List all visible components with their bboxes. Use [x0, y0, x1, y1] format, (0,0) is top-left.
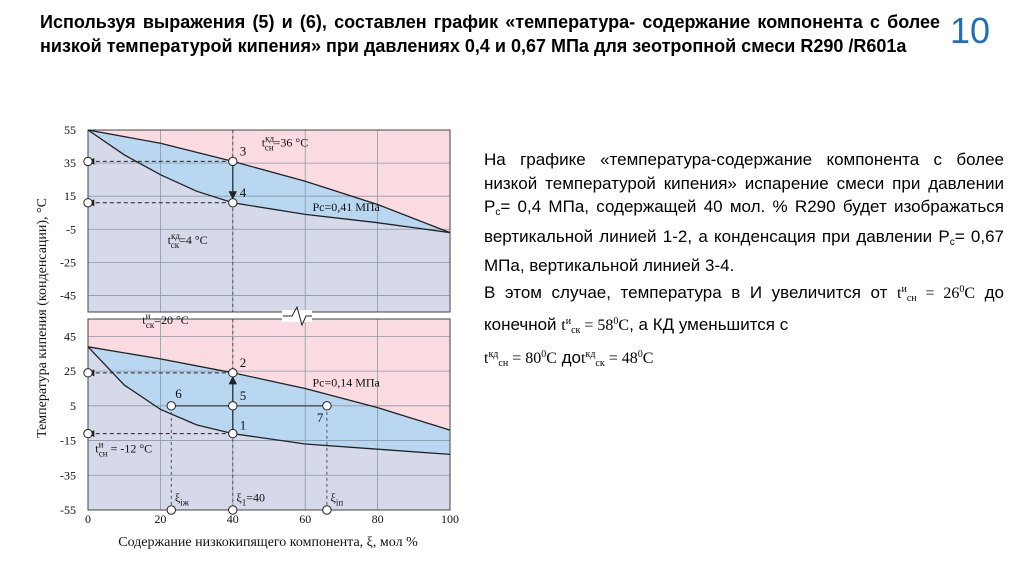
paragraph-1: На графике «температура-содержание компонента с более низкой температурой кипения» испарение смеси при давлении $P_c= 0,4$ МПа, содержащей 40 мол. % R290 будет изображаться вертикальной линией 1-2, а конденсация при давлении $P_c= 0,67$ МПа, вертикальной линией 3-4. — [484, 150, 1004, 275]
lower-state-point — [84, 369, 92, 377]
formula-t-sk-i: $t^и_{ск} = 58^0C$ — [561, 316, 630, 336]
formula-t-sn-kd: $t^{кд}_{сн} = 80^0C$ — [484, 348, 557, 369]
x-tick-label: 40 — [226, 512, 239, 526]
upper-y-tick-label: 15 — [64, 189, 76, 204]
upper-y-tick-label: -25 — [60, 255, 76, 270]
upper-y-tick-label: -5 — [66, 222, 76, 237]
upper-y-tick-label: 35 — [64, 156, 76, 171]
upper-state-point — [84, 157, 92, 165]
lower-state-point — [323, 402, 331, 410]
upper-temperature-annotation: $t^{кд}$ ск=4 °C — [167, 231, 208, 251]
x-tick-label: 0 — [85, 512, 91, 526]
lower-state-point — [323, 506, 331, 514]
lower-y-tick-label: -55 — [60, 503, 76, 517]
upper-point-label-3: 3 — [239, 143, 247, 159]
upper-y-tick-label: -45 — [60, 288, 76, 303]
formula-t-sk-kd: $t^{кд}_{ск} = 48^0C$ — [581, 348, 654, 369]
upper-state-point — [84, 199, 92, 207]
lower-temperature-annotation: $t^и$ сн = -12 °C — [95, 439, 153, 459]
lower-state-point — [229, 402, 237, 410]
lower-point-label-7: 7 — [316, 409, 324, 425]
x-tick-label: 20 — [154, 512, 167, 526]
lower-point-label-2: 2 — [239, 354, 247, 370]
x-axis-title: Содержание низкокипящего компонента, ξ, мол % — [118, 535, 418, 550]
lower-point-label-1: 1 — [239, 417, 247, 433]
phase-diagram — [0, 0, 470, 574]
lower-state-point — [229, 429, 237, 437]
x-tick-label: 100 — [441, 512, 459, 526]
lower-xi-label: $\xi_1=40$ — [236, 490, 266, 508]
x-tick-label: 80 — [371, 512, 384, 526]
lower-y-tick-label: -15 — [60, 433, 76, 448]
slide-number: 10 — [950, 10, 991, 51]
lower-y-tick-label: 5 — [70, 398, 76, 413]
x-tick-label: 60 — [299, 512, 312, 526]
upper-panel — [60, 123, 450, 312]
lower-xi-label: $\xi_{iж}$ — [174, 490, 189, 508]
upper-state-point — [229, 199, 237, 207]
y-axis-title: Температура кипения (конденсации), °C — [35, 198, 50, 438]
description-text — [484, 148, 1004, 375]
upper-point-label-4: 4 — [239, 184, 247, 200]
slide-title: Используя выражения (5) и (6), составлен график «температура- содержание компонента с более низкой температурой кипения» при давлениях 0,4 и 0,67 МПа для зеотропной смеси R290 /R601a — [40, 12, 940, 56]
lower-point-label-6: 6 — [175, 385, 182, 401]
lower-panel — [60, 311, 450, 517]
lower-state-point — [167, 402, 175, 410]
lower-state-point — [167, 506, 175, 514]
lower-state-point — [84, 429, 92, 437]
formula-t-sn-i: $t^и_{сн} = 26^0C$ — [897, 283, 976, 304]
upper-state-point — [229, 157, 237, 165]
paragraph-2: В этом случае, температура в И увеличится от $t^и_{сн} = 26^0C$ до конечной $t^и_{ск} = 58^0C$, а КД уменьшится с $t^{кд}_{сн} = 80^0C$ $доt^{кд}_{ск} = 48^0C$ — [484, 282, 1004, 369]
lower-y-tick-label: 25 — [64, 364, 76, 379]
lower-pressure-label: Pc=0,14 МПа — [312, 375, 380, 390]
lower-y-tick-label: -35 — [60, 468, 76, 483]
upper-pressure-label: Pc=0,41 МПа — [312, 200, 380, 215]
upper-temperature-annotation: $t^{кд}$ сн=36 °C — [261, 133, 309, 153]
lower-temperature-annotation: $t^и$ ск=20 °C — [142, 311, 189, 331]
lower-y-tick-label: 45 — [64, 329, 76, 344]
upper-y-tick-label: 55 — [64, 123, 76, 137]
lower-point-label-5: 5 — [239, 387, 247, 403]
lower-state-point — [229, 369, 237, 377]
lower-xi-label: $\xi_{iп}$ — [330, 490, 344, 508]
